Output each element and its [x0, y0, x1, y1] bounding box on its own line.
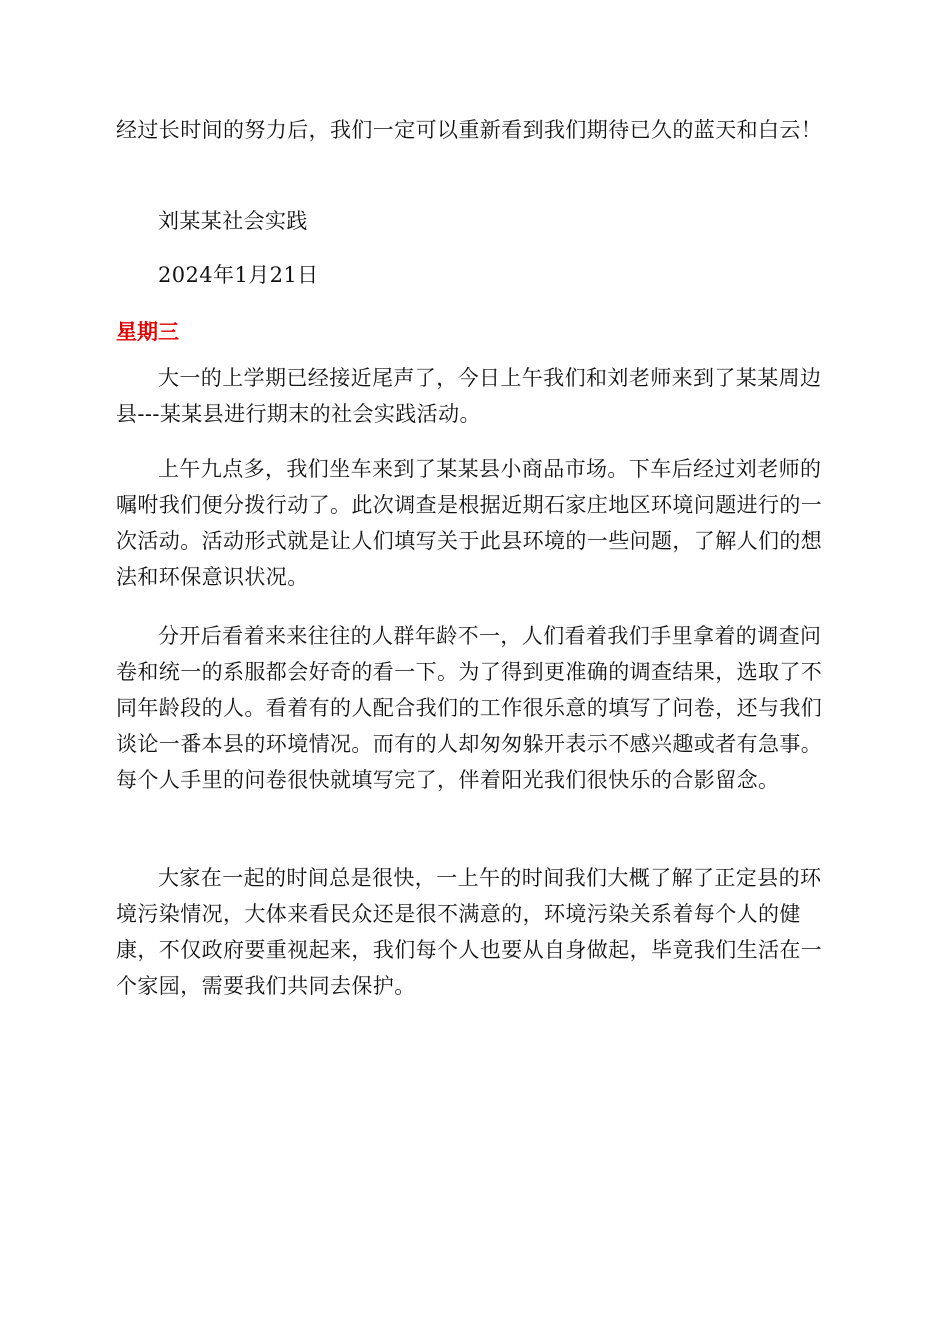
date-block [116, 257, 834, 293]
date: 2024年1月21日 [158, 263, 319, 287]
signature: 刘某某社会实践 [158, 209, 308, 233]
continuation-paragraph: 经过长时间的努力后，我们一定可以重新看到我们期待已久的蓝天和白云！ [116, 118, 823, 142]
signature-block [116, 203, 834, 239]
paragraph-1-block [116, 360, 834, 432]
body-paragraph: 大家在一起的时间总是很快，一上午的时间我们大概了解了正定县的环境污染情况，大体来看民众还是很不满意的，环境污染关系着每个人的健康，不仅政府要重视起来，我们每个人也要从自身做起，毕竟我们生活在一个家园，需要我们共同去保护。 [116, 866, 823, 998]
paragraph-3-block [116, 618, 834, 798]
section-heading: 星期三 [116, 320, 179, 344]
paragraph-4-block [116, 860, 834, 1004]
continuation-block [116, 112, 834, 148]
body-paragraph: 上午九点多，我们坐车来到了某某县小商品市场。下车后经过刘老师的嘱咐我们便分拨行动了。此次调查是根据近期石家庄地区环境问题进行的一次活动。活动形式就是让人们填写关于此县环境的一些问题，了解人们的想法和环保意识状况。 [116, 457, 823, 589]
body-paragraph: 分开后看着来来往往的人群年龄不一，人们看着我们手里拿着的调查问卷和统一的系服都会好奇的看一下。为了得到更准确的调查结果，选取了不同年龄段的人。看着有的人配合我们的工作很乐意的填写了问卷，还与我们谈论一番本县的环境情况。而有的人却匆匆躲开表示不感兴趣或者有急事。每个人手里的问卷很快就填写完了，伴着阳光我们很快乐的合影留念。 [116, 624, 823, 792]
paragraph-2-block [116, 451, 834, 595]
body-paragraph: 大一的上学期已经接近尾声了，今日上午我们和刘老师来到了某某周边县---某某县进行期末的社会实践活动。 [116, 366, 822, 426]
